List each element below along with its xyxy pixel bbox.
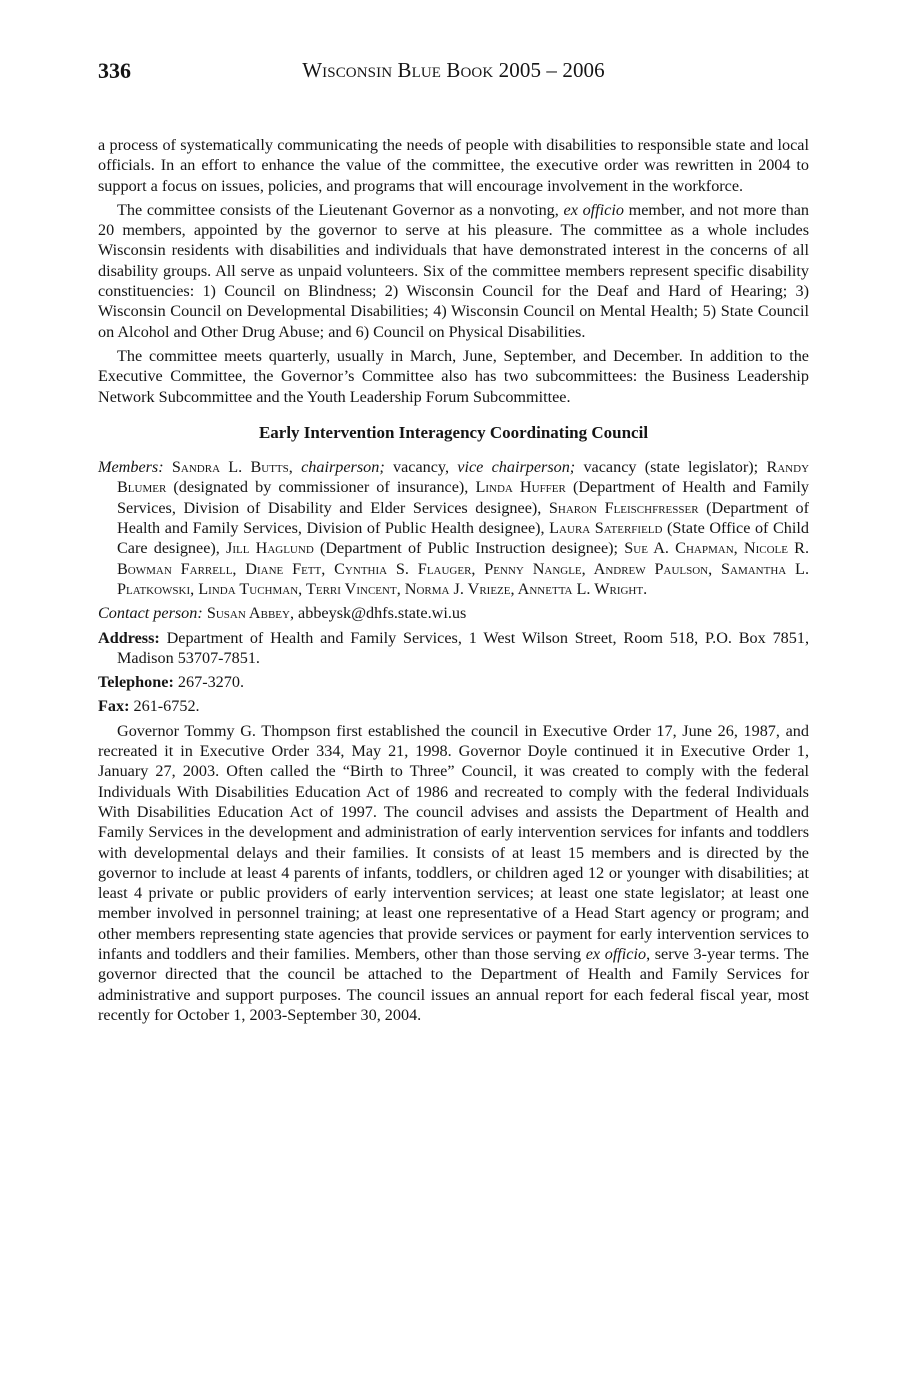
committee-meetings-paragraph: The committee meets quarterly, usually in March, June, September, and December. In addition to the Executive Committee, the Governor’s Committee also has two subcommittees: the Business Leadership Network Subcommittee and the Youth Leadership Forum Subcommittee. — [98, 346, 809, 406]
text-run: member, and not more than 20 members, appointed by the governor to serve at his pleasure. The committee as a whole includes Wisconsin residents with disabilities and individuals that have demonstrated interest in the concerns of all disability groups. All serve as unpaid volunteers. Six of the committee members represent specific disability constituencies: 1) Council on Blindness; 2) Wisconsin Council for the Deaf and Hard of Hearing; 3) Wisconsin Council on Developmental Disabilities; 4) Wisconsin Council on Mental Health; 5) State Council on Alcohol and Other Drug Abuse; and 6) Council on Physical Disabilities. — [98, 200, 809, 341]
members-label: Members: — [98, 458, 164, 477]
contact-email: abbeysk@dhfs.state.wi.us — [294, 604, 467, 623]
member-detail: (Department of Health and Family Services, Division of Public Health designee), — [117, 498, 809, 538]
member-detail: (Department of Health and Family Services, Division of Disability and Elder Services designee), — [117, 478, 809, 517]
member-name: Laura Saterfield — [549, 519, 663, 538]
text-run: Governor Tommy G. Thompson first established the council in Executive Order 17, June 26, 1987, and recreated it in Executive Order 334, May 21, 1998. Governor Doyle continued it in Executive Order 1, January 27, 2003. Often called the “Birth to Three” Council, it was created to comply with the federal Individuals With Disabilities Education Act of 1986 and recreated to comply with the federal Individuals With Disabilities Education Act of 1997. The council advises and assists the Department of Health and Family Services in the development and administration of early intervention services for infants and toddlers with developmental delays and their families. It consists of at least 15 members and is directed by the governor to include at least 4 parents of infants, toddlers, or children aged 12 or younger with disabilities; at least 4 private or public providers of early intervention services; at least one state legislator; at least one member involved in personnel training; at least one representative of a Head Start agency or program; and other members representing state agencies that provide services or payment for early intervention services to infants and toddlers and their families. Members, other than those serving — [98, 721, 809, 963]
ex-officio-term: ex officio — [563, 200, 624, 219]
address-value: Department of Health and Family Services, 1 West Wilson Street, Room 518, P.O. Box 7851, Madison 53707-7851. — [117, 628, 809, 667]
section-heading: Early Intervention Interagency Coordinating Council — [258, 422, 649, 442]
member-detail: (designated by commissioner of insurance), — [166, 478, 476, 497]
member-name: Linda Huffer — [475, 478, 566, 497]
telephone-value: 267-3270. — [173, 673, 244, 692]
fax-value: 261-6752. — [129, 697, 200, 716]
page-number: 336 — [98, 58, 131, 83]
address-line — [98, 628, 809, 669]
committee-composition-paragraph — [98, 200, 809, 342]
contact-name: Susan Abbey, — [206, 604, 294, 623]
member-detail: (Department of Public Instruction designee); — [313, 539, 625, 558]
member-name: Sandra L. Butts — [171, 458, 289, 477]
text-run: The committee consists of the Lieutenant Governor as a nonvoting, — [117, 200, 564, 219]
council-history-paragraph — [98, 721, 809, 1025]
member-name: Sue A. Chapman, Nicole R. Bowman Farrell, Diane Fett, Cynthia S. Flauger, Penny Nangle, Andrew Paulson, Samantha L. Platkowski, Linda Tuchman, Terri Vincent, Norma J. Vrieze, Annetta L. Wright. — [117, 539, 809, 598]
member-detail: vacancy, — [384, 458, 458, 477]
members-list — [117, 458, 809, 598]
member-name: Sharon Fleischfresser — [548, 498, 699, 517]
member-detail: vacancy (state legislator); — [575, 458, 767, 477]
members-paragraph — [98, 457, 809, 599]
contact-person-line — [98, 603, 809, 623]
telephone-line — [98, 672, 809, 692]
text-run: , serve 3-year terms. The governor directed that the council be attached to the Department of Health and Family Services for administrative and support purposes. The council issues an annual report for each federal fiscal year, most recently for October 1, 2003-September 30, 2004. — [98, 944, 809, 1024]
page — [98, 56, 809, 1025]
member-name: Jill Haglund — [226, 539, 314, 558]
telephone-label: Telephone: — [98, 673, 174, 692]
fax-label: Fax: — [98, 697, 130, 716]
contact-label: Contact person: — [98, 604, 203, 623]
member-role: vice chairperson; — [457, 458, 576, 477]
running-header — [98, 56, 809, 86]
member-detail: (State Office of Child Care designee), — [117, 519, 809, 558]
member-detail: , — [288, 458, 302, 477]
intro-paragraph: a process of systematically communicating the needs of people with disabilities to responsible state and local officials. In an effort to enhance the value of the committee, the executive order was rewritten in 2004 to support a focus on issues, policies, and programs that will encourage involvement in the workforce. — [98, 136, 809, 195]
page-body — [98, 135, 809, 1025]
ex-officio-term: ex officio — [585, 944, 647, 963]
running-title: Wisconsin Blue Book 2005 – 2006 — [302, 58, 605, 82]
address-label: Address: — [98, 628, 160, 647]
fax-line — [98, 696, 809, 716]
member-role: chairperson; — [301, 458, 385, 477]
member-name: Randy Blumer — [117, 458, 810, 497]
